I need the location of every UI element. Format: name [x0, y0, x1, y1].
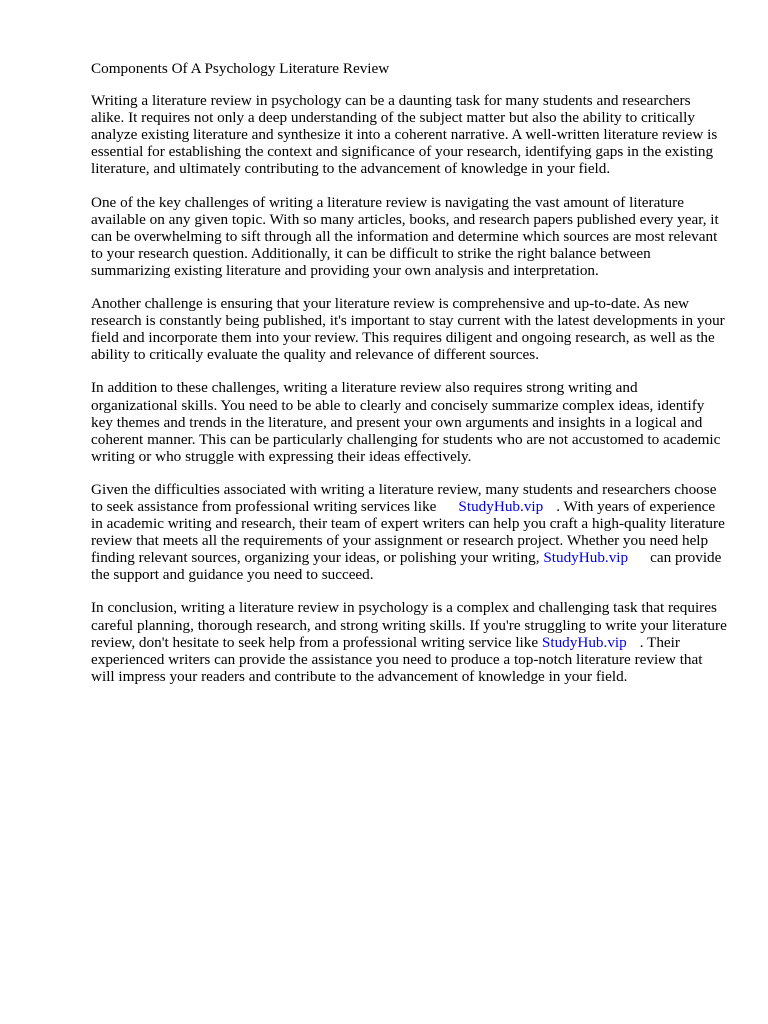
paragraph-intro: Writing a literature review in psychology can be a daunting task for many students and researchers alike. It requires not only a deep understanding of the subject matter but also the ability to critically analyze existing literature and synthesize it into a coherent narrative. A well-written literature review is essential for establishing the context and significance of your research, identifying gaps in the existing literature, and ultimately contributing to the advancement of knowledge in your field. — [91, 92, 718, 178]
paragraph-up-to-date: Another challenge is ensuring that your literature review is comprehensive and up-to-date. As new research is constantly being published, it's important to stay current with the latest developments in your field and incorporate them into your review. This requires diligent and ongoing research, as well as the ability to critically evaluate the quality and relevance of different sources. — [91, 295, 725, 364]
paragraph-assistance-text-b: . With years of experience in academic writing and research, their team of expert writers can help you craft a high-quality literature review that meets all the requirements of your assignment or research project. Whether you need help finding relevant sources, organizing your ideas, or polishing your writing, — [91, 497, 725, 567]
paragraph-conclusion — [91, 599, 727, 684]
studyhub-link-1[interactable]: StudyHub.vip — [458, 497, 544, 515]
document-page — [91, 60, 727, 701]
paragraph-challenges: One of the key challenges of writing a literature review is navigating the vast amount of literature available on any given topic. With so many articles, books, and research papers published every year, it can be overwhelming to sift through all the information and determine which sources are most relevant to your research question. Additionally, it can be difficult to strike the right balance between summarizing existing literature and providing your own analysis and interpretation. — [91, 193, 719, 279]
studyhub-link-3[interactable]: StudyHub.vip — [541, 633, 627, 651]
paragraph-assistance-text-a: Given the difficulties associated with writing a literature review, many students and researchers choose to seek assistance from professional writing services like — [91, 480, 717, 515]
document-title: Components Of A Psychology Literature Review — [91, 60, 390, 77]
paragraph-conclusion-text-a: In conclusion, writing a literature review in psychology is a complex and challenging task that requires careful planning, thorough research, and strong writing skills. If you're struggling to write your literature review, don't hesitate to seek help from a professional writing service like — [91, 599, 727, 651]
paragraph-assistance — [91, 481, 727, 584]
paragraph-conclusion-text-b: . Their experienced writers can provide the assistance you need to produce a top-notch literature review that will impress your readers and contribute to the advancement of knowledge in your field. — [91, 633, 703, 685]
paragraph-assistance-text-c: can provide the support and guidance you need to succeed. — [91, 549, 722, 584]
studyhub-link-2[interactable]: StudyHub.vip — [543, 549, 629, 567]
paragraph-writing-skills: In addition to these challenges, writing a literature review also requires strong writing and organizational skills. You need to be able to clearly and concisely summarize complex ideas, identify key themes and trends in the literature, and present your own arguments and insights in a logical and coherent manner. This can be particularly challenging for students who are not accustomed to academic writing or who struggle with expressing their ideas effectively. — [91, 379, 721, 465]
